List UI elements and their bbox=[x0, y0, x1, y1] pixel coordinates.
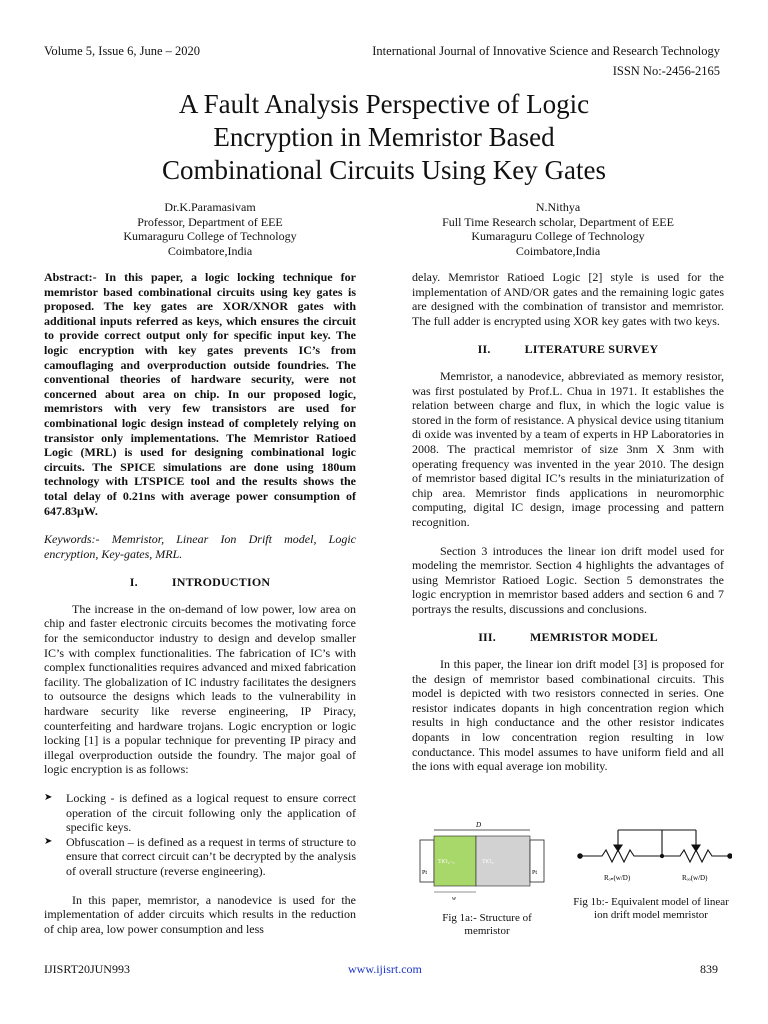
left-column bbox=[44, 270, 356, 936]
author-role: Professor, Department of EEE bbox=[137, 214, 283, 229]
figure-caption-1b: Fig 1b:- Equivalent model of linear ion drift model memristor bbox=[573, 896, 729, 921]
label-d: D bbox=[476, 821, 482, 829]
title-line: Combinational Circuits Using Key Gates bbox=[162, 155, 606, 185]
label-pt-left: Pt bbox=[422, 870, 428, 876]
author-city: Coimbatore,India bbox=[167, 243, 253, 258]
arrow-bullet-icon: ➤ bbox=[44, 792, 53, 803]
author-role: Full Time Research scholar, Department of EEE bbox=[442, 214, 674, 229]
paper-id: IJISRT20JUN993 bbox=[44, 962, 130, 976]
arrow-bullet-icon: ➤ bbox=[44, 835, 53, 847]
author-block bbox=[60, 200, 360, 258]
author-org: Kumaraguru College of Technology bbox=[471, 229, 645, 243]
section-heading-literature-survey bbox=[412, 342, 724, 357]
list-item bbox=[44, 835, 356, 879]
list-item bbox=[44, 791, 356, 835]
title-line: A Fault Analysis Perspective of Logic bbox=[178, 89, 590, 119]
equivalent-circuit-diagram bbox=[578, 830, 732, 862]
paper-title bbox=[60, 88, 708, 187]
section-number: III. bbox=[478, 630, 496, 645]
keywords-label: Keywords:- bbox=[44, 532, 100, 547]
journal-website-link[interactable]: www.ijisrt.com bbox=[348, 962, 422, 976]
abstract: Abstract:- In this paper, a logic locking technique for memristor based combinational circuits using key gates is proposed. The key gates are XOR/XNOR gates with additional inputs referred as keys, which ensures the circuit to provide correct output only for specific input key. The logic encryption with key gates prevents IC’s from camouflaging and overproduction outside foundries. The conventional theories of hardware security, were not concerned about area on chip. In our proposed logic, memristors with very few transistors are used for combinational logic design instead of completely relying on transistor only implementations. The Memristor Ratioed Logic (MRL) is used for designing combinational logic circuits. The SPICE simulations are done using 180um technology with LTSPICE tool and the results shows the total delay of 0.21ns with average power consumption of 647.83µW. bbox=[44, 270, 356, 518]
terminal-right bbox=[728, 854, 732, 858]
keywords-text: Memristor, Linear Ion Drift model, Logic encryption, Key-gates, MRL. bbox=[44, 532, 356, 561]
keywords bbox=[44, 532, 356, 561]
intro-paragraph-continued: delay. Memristor Ratioed Logic [2] style is used for the implementation of AND/OR gates and the remaining logic gates are designed with the combination of transistor and memristor. The full adder is encrypted using XOR key gates with two keys. bbox=[412, 270, 724, 328]
section-title: INTRODUCTION bbox=[171, 575, 271, 590]
section-number: II. bbox=[477, 342, 491, 357]
literature-paragraph: Section 3 introduces the linear ion drift model used for modeling the memristor. Section 4 highlights the advantages of using Memristor Ratioed Logic. Section 5 demonstrates the logic encryption in memristor based adders and section 6 and 7 portrays the results, discussions and conclusions. bbox=[412, 543, 724, 616]
label-ron: Rₒₙ(w/D) bbox=[604, 874, 631, 882]
section-heading-introduction bbox=[44, 575, 356, 590]
terminal-left bbox=[578, 854, 582, 858]
section-title: LITERATURE SURVEY bbox=[524, 342, 659, 357]
wiper-arrow-left bbox=[614, 845, 622, 851]
section-number: I. bbox=[129, 575, 138, 590]
intro-paragraph: The increase in the on-demand of low power, low area on chip and faster electronic circuits becomes the motivating force for the semiconductor industry to design and develop smaller IC’s with complex functionalities. The fabrication of IC’s with complex functionalities requires advanced and mixed fabrication facility. The globalization of IC industry facilitates the designers to outsource the designs which leads to the vulnerability in hardware security like reverse engineering, IP Piracy, counterfeiting and hardware trojans. Logic encryption or logic locking [1] is a popular technique for preventing IP piracy and illegal overproduction outside the foundry. The major goal of logic encryption is as follows: bbox=[44, 601, 356, 777]
figure-caption-1a: Fig 1a:- Structure of memristor bbox=[442, 912, 532, 937]
label-pt-right: Pt bbox=[532, 870, 538, 876]
issn: ISSN No:-2456-2165 bbox=[612, 64, 720, 78]
wiper-arrow-right bbox=[692, 845, 700, 851]
list-item-text: Obfuscation – is defined as a request in terms of structure to ensure that correct circuit can’t be decrypted by the analysis of overall structure (reverse engineering). bbox=[66, 834, 356, 878]
resistor-ron bbox=[580, 850, 662, 862]
author-name: N.Nithya bbox=[535, 200, 581, 214]
page-number: 839 bbox=[700, 962, 718, 976]
model-paragraph: In this paper, the linear ion drift model [3] is proposed for the design of memristor based combinational circuits. This model is depicted with two resistors connected in series. One resistor indicates dopants in high concentration region which results in high conductance and the other resistor indicates dopants in low concentration region resulting in low conductance. This model assumes to have uniform field and all the ions with equal average ion mobility. bbox=[412, 657, 724, 774]
author-name: Dr.K.Paramasivam bbox=[164, 200, 256, 214]
literature-paragraph: Memristor, a nanodevice, abbreviated as memory resistor, was first postulated by Prof.L. Chua in 1971. It establishes the relation between charge and flux, in which the logic value is stored in the form of resistance. A physical device using titanium di oxide was invented by a team of experts in HP Laboratories in 2008. The practical memristor of size 3nm X 3nm with operating frequency was invented in the year 2010. The design of memristor based digital IC’s results in the miniaturization of chip area. Memristor finds applications in neuromorphic computing, digital IC design, image processing and pattern recognition. bbox=[412, 368, 724, 529]
author-city: Coimbatore,India bbox=[515, 243, 601, 258]
section-heading-memristor-model bbox=[412, 630, 724, 645]
label-w: w bbox=[452, 896, 457, 902]
label-tio2x: TiO₂₋ₓ bbox=[438, 859, 455, 865]
label-roff: Rₒₒ(w/D) bbox=[682, 874, 708, 882]
journal-name: International Journal of Innovative Science and Research Technology bbox=[372, 44, 720, 58]
journal-volume: Volume 5, Issue 6, June – 2020 bbox=[44, 44, 201, 58]
label-tio2: TiO₂ bbox=[482, 859, 494, 865]
title-line: Encryption in Memristor Based bbox=[213, 122, 555, 152]
goal-list bbox=[44, 791, 356, 879]
author-org: Kumaraguru College of Technology bbox=[123, 229, 297, 243]
right-column bbox=[412, 270, 724, 774]
list-item-text: Locking - is defined as a logical request to ensure correct operation of the circuit following only the application of specific keys. bbox=[66, 791, 356, 835]
author-block bbox=[408, 200, 708, 258]
intro-paragraph: In this paper, memristor, a nanodevice is used for the implementation of adder circuits which results in the reduction of chip area, low power consumption and less bbox=[44, 892, 356, 936]
section-title: MEMRISTOR MODEL bbox=[530, 630, 658, 645]
memristor-structure-diagram bbox=[420, 821, 544, 902]
